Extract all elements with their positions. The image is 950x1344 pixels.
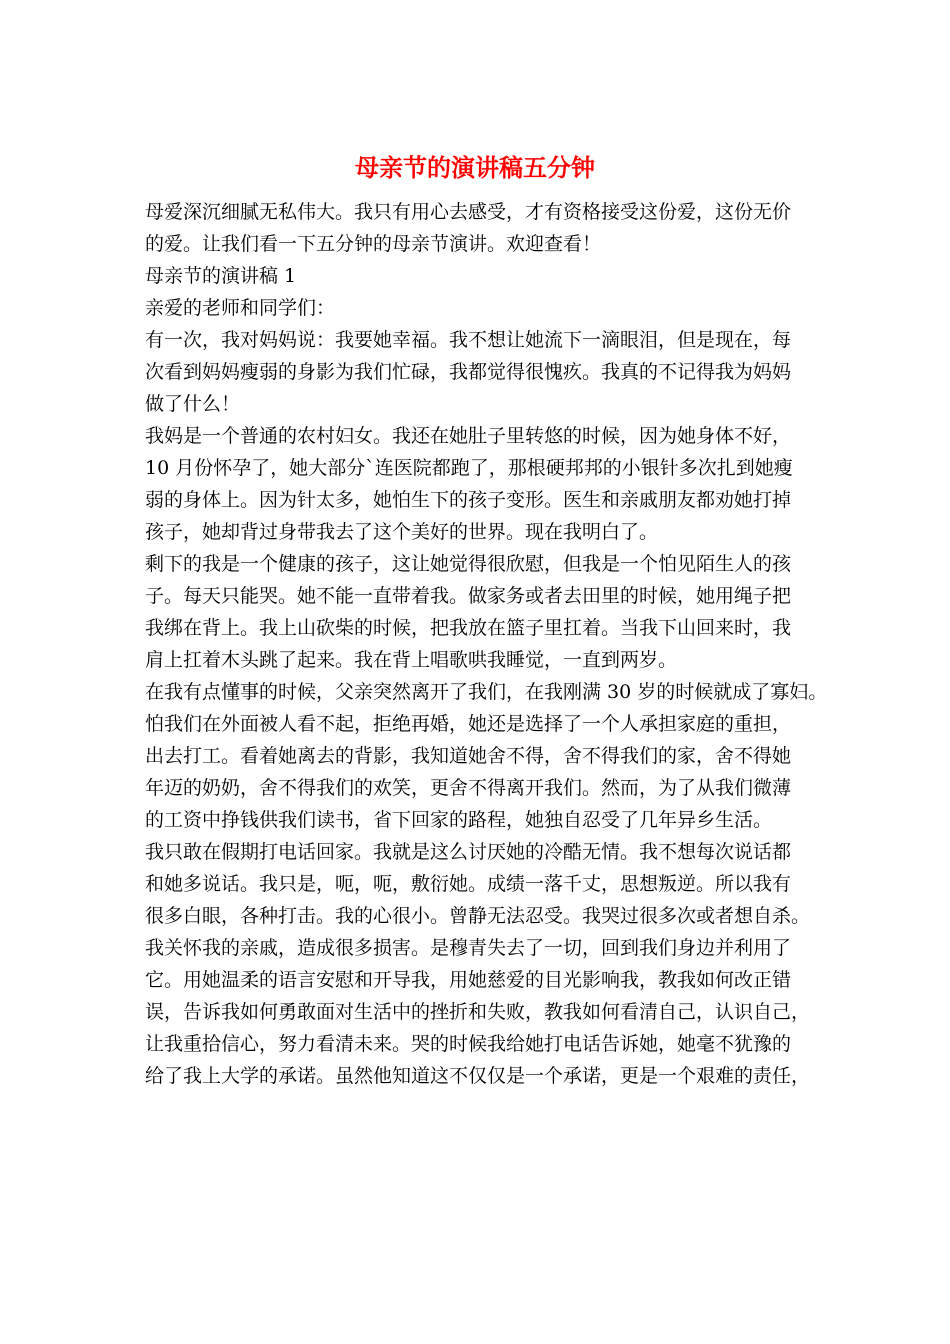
- text-line: 弱的身体上。因为针太多，她怕生下的孩子变形。医生和亲戚朋友都劝她打掉: [145, 489, 792, 511]
- text-line: 怕我们在外面被人看不起，拒绝再婚，她还是选择了一个人承担家庭的重担，: [145, 713, 792, 735]
- text-line: 我关怀我的亲戚，造成很多损害。是穆青失去了一切，回到我们身边并利用了: [145, 937, 792, 959]
- text-line: 我妈是一个普通的农村妇女。我还在她肚子里转悠的时候，因为她身体不好，: [145, 425, 792, 447]
- text-line: 孩子，她却背过身带我去了这个美好的世界。现在我明白了。: [145, 521, 659, 543]
- text-line: 的工资中挣钱供我们读书，省下回家的路程，她独自忍受了几年异乡生活。: [145, 809, 773, 831]
- text-line: 很多白眼，各种打击。我的心很小。曾静无法忍受。我哭过很多次或者想自杀。: [145, 905, 811, 927]
- text-line: 子。每天只能哭。她不能一直带着我。做家务或者去田里的时候，她用绳子把: [145, 585, 792, 607]
- text-line: 的爱。让我们看一下五分钟的母亲节演讲。欢迎查看！: [145, 233, 602, 255]
- salutation: 亲爱的老师和同学们：: [145, 297, 336, 319]
- text-line: 让我重拾信心，努力看清未来。哭的时候我给她打电话告诉她，她毫不犹豫的: [145, 1033, 792, 1055]
- text-line: 母爱深沉细腻无私伟大。我只有用心去感受，才有资格接受这份爱，这份无价: [145, 201, 792, 223]
- text-line: 次看到妈妈瘦弱的身影为我们忙碌，我都觉得很愧疚。我真的不记得我为妈妈: [145, 361, 792, 383]
- text-line: 肩上扛着木头跳了起来。我在背上唱歌哄我睡觉，一直到两岁。: [145, 649, 678, 671]
- text-line: 出去打工。看着她离去的背影，我知道她舍不得，舍不得我们的家，舍不得她: [145, 745, 792, 767]
- section-heading: 母亲节的演讲稿 1: [145, 265, 297, 287]
- text-line: 在我有点懂事的时候，父亲突然离开了我们，在我刚满 30 岁的时候就成了寡妇。: [145, 681, 828, 703]
- text-line: 我只敢在假期打电话回家。我就是这么讨厌她的冷酷无情。我不想每次说话都: [145, 841, 792, 863]
- document-body: [145, 196, 828, 1092]
- text-line: 给了我上大学的承诺。虽然他知道这不仅仅是一个承诺，更是一个艰难的责任，: [145, 1065, 811, 1087]
- text-line: 年迈的奶奶，舍不得我们的欢笑，更舍不得离开我们。然而，为了从我们微薄: [145, 777, 792, 799]
- document-title: 母亲节的演讲稿五分钟: [355, 153, 595, 182]
- text-line: 我绑在背上。我上山砍柴的时候，把我放在篮子里扛着。当我下山回来时，我: [145, 617, 792, 639]
- text-line: 它。用她温柔的语言安慰和开导我，用她慈爱的目光影响我，教我如何改正错: [145, 969, 792, 991]
- text-line: 做了什么！: [145, 393, 241, 415]
- text-line: 10 月份怀孕了，她大部分`连医院都跑了，那根硬邦邦的小银针多次扎到她瘦: [145, 457, 793, 479]
- text-line: 误，告诉我如何勇敢面对生活中的挫折和失败，教我如何看清自己，认识自己，: [145, 1001, 811, 1023]
- text-line: 有一次，我对妈妈说：我要她幸福。我不想让她流下一滴眼泪，但是现在，每: [145, 329, 792, 351]
- text-line: 剩下的我是一个健康的孩子，这让她觉得很欣慰，但我是一个怕见陌生人的孩: [145, 553, 792, 575]
- text-line: 和她多说话。我只是，呃，呃，敷衍她。成绩一落千丈，思想叛逆。所以我有: [145, 873, 792, 895]
